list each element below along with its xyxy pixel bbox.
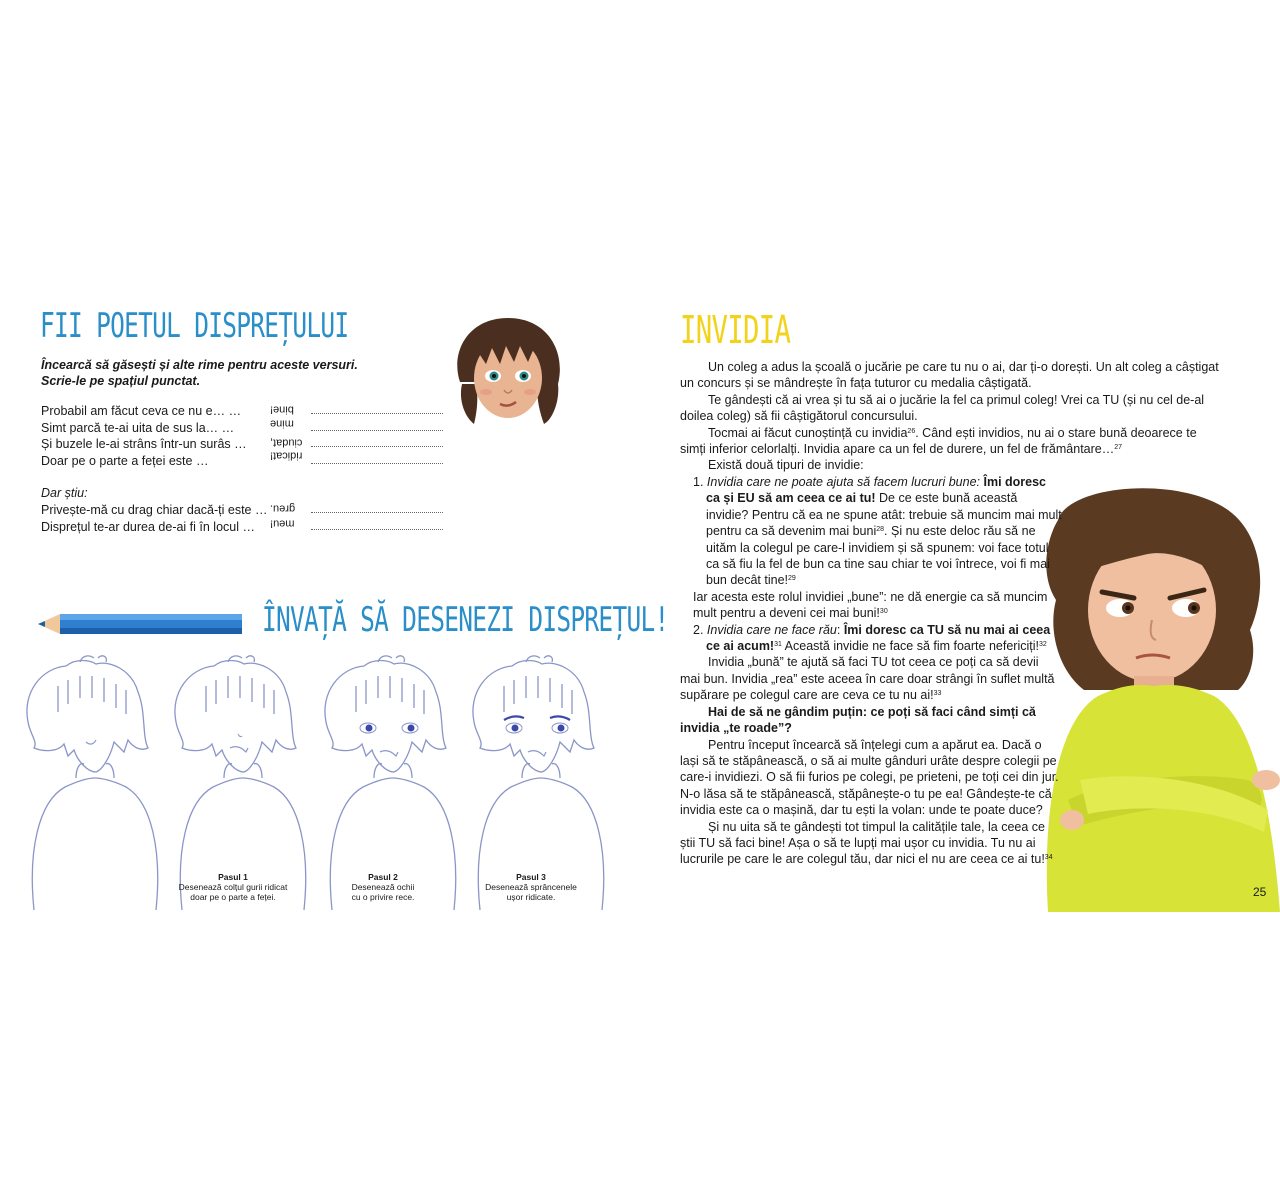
paragraph-2: Te gândești că ai vrea și tu să ai o jucărie la fel ca primul coleg! Vrei ca TU (și nu cel de-al doilea coleg) să fii câștigătorul concursului. [680, 392, 1205, 424]
dotted-answer-line[interactable] [311, 502, 443, 513]
list-item-1-continued: Iar acesta este rolul invidiei „bune”: ne dă energie ca să muncim mult pentru a deveni cei mai buni!$^{30}$ [693, 589, 1048, 621]
instruction-line-2: Scrie-le pe spațiul punctat. [41, 374, 201, 388]
step-title: Pasul 1 [218, 872, 248, 882]
paragraph-8: Și nu uita să te gândești tot timpul la calitățile tale, la ceea ce știi TU să faci bine! Așa o să te lupți mai ușor cu invidia. Tu nu ai lucrurile pe care le are colegul tău, dar nici el nu are ceea ce ai tu!$^{34}$ [680, 819, 1053, 867]
dotted-answer-line[interactable] [311, 519, 443, 530]
page-number: 25 [1253, 885, 1267, 899]
verse-line [41, 449, 451, 470]
step-line: Desenează ochii [351, 882, 415, 892]
upside-down-rhyme: ridicat! [270, 449, 303, 461]
step-title: Pasul 2 [368, 872, 398, 882]
dotted-answer-line[interactable] [311, 436, 443, 447]
poet-title: FII POETUL DISPREȚULUI [40, 306, 349, 346]
instruction-line-1: Încearcă să găsești și alte rime pentru aceste versuri. [41, 358, 358, 372]
dar-stiu-label: Dar știu: [41, 486, 88, 500]
draw-title: ÎNVAȚĂ SĂ DESENEZI DISPREȚUL! [262, 600, 669, 640]
step-title: Pasul 3 [516, 872, 546, 882]
step-line: doar pe o parte a feței. [190, 892, 276, 902]
invidia-body-top [680, 359, 1222, 474]
verse-line [41, 519, 451, 536]
step-1-caption [168, 872, 298, 902]
paragraph-3: Tocmai ai făcut cunoștință cu invidia$^{26}$. Când ești invidios, nu ai o stare bună deoarece te simți inferior celorlalți. Invidia apare ca un fel de durere, un fel de frământare…$^{27}$ [680, 425, 1197, 457]
blue-pencil-icon [38, 612, 244, 636]
paragraph-5: Invidia „bună” te ajută să faci TU tot ceea ce poți ca să devii mai bun. Invidia „rea” este aceea în care doar strângi în suflet multă supărare pe colegul care are ceva ce tu nu ai!$^{33}$ [680, 655, 1055, 703]
verse-text: Privește-mă cu drag chiar dacă-ți este … [41, 503, 268, 517]
verse-text: Probabil am făcut ceva ce nu e… … [41, 404, 242, 418]
step-line: Desenează sprâncenele [485, 882, 577, 892]
step-line: cu o privire rece. [351, 892, 415, 902]
verse-text: Și buzele le-ai strâns într-un surâs … [41, 437, 247, 451]
upside-down-rhyme: ciudat, [270, 436, 303, 449]
upside-down-rhyme: bine! [270, 403, 294, 416]
verse-text: Disprețul te-ar durea de-ai fi în locul … [41, 519, 255, 534]
upside-down-rhyme: mine [270, 417, 294, 429]
verse-line [41, 403, 451, 420]
list-item-2: 2. Invidia care ne face rău: Îmi doresc ca TU să nu mai ai ceea ce ai acum!$^{31}$ Această invidie ne face să fim foarte nefericiți!$^{32}$ [693, 622, 1051, 654]
verse-line [41, 502, 451, 519]
upside-down-rhyme: meu! [270, 517, 295, 529]
step-line: ușor ridicate. [506, 892, 556, 902]
invidia-body-list [680, 474, 1062, 868]
instructions [41, 357, 358, 389]
verses-block-1 [41, 403, 451, 469]
verses-block-2 [41, 502, 451, 535]
paragraph-7: Pentru început încearcă să înțelegi cum a apărut ea. Dacă o lași să te stăpânească, o să ai multe gânduri urâte despre colegii pe care-i invidiezi. O să fii furios pe colegi, pe prieteni, pe toți cei din jur. N-o lăsa să te stăpânească, stăpânește-o tu pe ea! Gândește-te că invidia este ca o mașină, dar tu ești la volan: unde te poate duce? [680, 737, 1059, 818]
dotted-answer-line[interactable] [311, 453, 443, 464]
verse-line [41, 436, 451, 453]
paragraph-6: Hai de să ne gândim puțin: ce poți să faci când simți că invidia „te roade”? [680, 704, 1036, 736]
verse-line [41, 417, 451, 437]
step-2-caption [318, 872, 448, 902]
verse-text: Doar pe o parte a feței este … [41, 453, 209, 468]
dotted-answer-line[interactable] [311, 420, 443, 431]
invidia-title: INVIDIA [680, 308, 791, 352]
girl-drawing-blank [27, 656, 158, 910]
envious-girl-illustration [1028, 480, 1280, 912]
list-item-1: 1. Invidia care ne poate ajuta să facem lucruri bune: Îmi doresc ca și EU să am ceea ce ai tu! De ce este bună această invidie? Pentru că ea ne spune atât: trebuie să muncim mai mult pentru ca să devenim mai buni$^{28}$. Și nu este deloc rău să ne uităm la colegul pe care-l invidiem și să spunem: voi face totul ca să fiu la fel de bun ca tine sau chiar te voi întrece, voi fi mai bun decât tine!$^{29}$ [693, 475, 1062, 588]
step-line: Desenează colțul gurii ridicat [178, 882, 288, 892]
paragraph-4: Există două tipuri de invidie: [708, 458, 864, 473]
upside-down-rhyme: greu. [270, 502, 296, 515]
verse-text: Simt parcă te-ai uita de sus la… … [41, 420, 235, 435]
step-3-caption [466, 872, 596, 902]
girl-face-illustration [448, 312, 568, 430]
paragraph-1: Un coleg a adus la școală o jucărie pe care tu nu o ai, dar ți-o dorești. Un alt coleg a câștigat un concurs și se mândrește în fața tuturor cu medalia câștigată. [680, 360, 1219, 391]
dotted-answer-line[interactable] [311, 403, 443, 414]
